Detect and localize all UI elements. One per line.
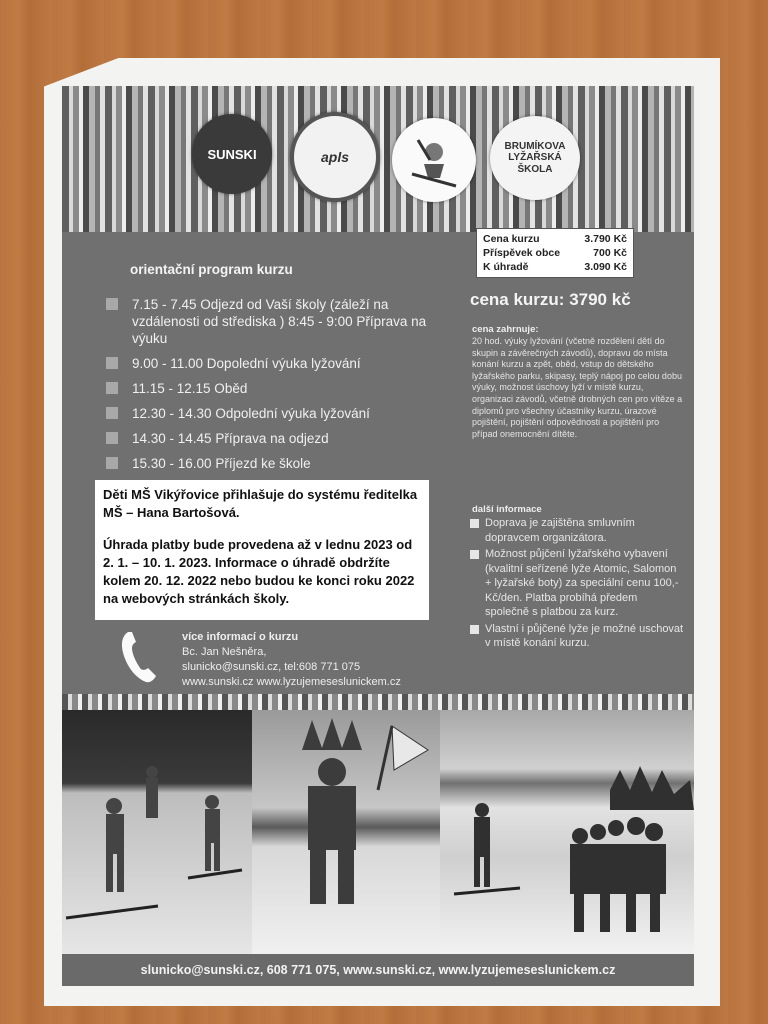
price-label: Cena kurzu [483, 233, 540, 245]
contact-email-phone: slunicko@sunski.cz, tel:608 771 075 [182, 661, 361, 673]
sunski-logo [192, 114, 272, 194]
photo-indian-costume [252, 710, 440, 954]
bullet-icon [106, 432, 118, 444]
more-info-item [470, 516, 684, 545]
apls-logo [290, 112, 380, 202]
program-list [106, 296, 436, 480]
program-item-text: 15.30 - 16.00 Příjezd ke škole [132, 456, 311, 471]
costume-illustration [252, 710, 440, 954]
bullet-icon [106, 382, 118, 394]
program-item [106, 405, 436, 422]
more-info-item [470, 622, 684, 651]
program-item [106, 380, 436, 397]
program-item-text: 14.30 - 14.45 Příprava na odjezd [132, 431, 329, 446]
bullet-icon [470, 519, 479, 528]
program-item [106, 296, 436, 347]
program-item [106, 455, 436, 472]
bullet-icon [106, 407, 118, 419]
more-info-item-text: Vlastní i půjčené lyže je možné uschovat v místě konání kurzu. [485, 622, 684, 649]
contact-name: Bc. Jan Nešněra, [182, 646, 267, 658]
program-item [106, 355, 436, 372]
apls-logo-text: apls [320, 149, 349, 165]
bullet-icon [106, 298, 118, 310]
price-value: 3.790 Kč [584, 233, 627, 245]
footer-contact-bar [62, 954, 694, 986]
photo-kids-skiing [62, 710, 252, 954]
brumik-logo-line2: LYŽAŘSKÁ [508, 152, 562, 164]
price-row [483, 246, 627, 260]
more-info-title: další informace [472, 504, 542, 515]
divider-stripes [62, 694, 694, 710]
price-value: 3.090 Kč [584, 261, 627, 273]
ski-group-illustration [440, 710, 694, 954]
photo-ski-group [440, 710, 694, 954]
more-info-item-text: Možnost půjčení lyžařského vybavení (kvalitní seřízené lyže Atomic, Salomon + lyžařské boty) za speciální cenu 100,-Kč/den. Platba probíhá předem společně s platbou za kurz. [485, 548, 679, 618]
bullet-icon [470, 550, 479, 559]
included-title: cena zahrnuje: [472, 324, 539, 335]
program-item [106, 430, 436, 447]
price-table [476, 228, 634, 278]
program-item-text: 12.30 - 14.30 Odpolední výuka lyžování [132, 406, 370, 421]
program-item-text: 11.15 - 12.15 Oběd [132, 381, 248, 396]
phone-icon [118, 628, 160, 684]
brumik-logo-line3: ŠKOLA [517, 163, 553, 175]
skiers-illustration [62, 710, 252, 954]
price-label: K úhradě [483, 261, 529, 273]
contact-block [182, 630, 401, 690]
brumik-logo-line1: BRUMÍKOVA [504, 140, 566, 152]
program-item-text: 7.15 - 7.45 Odjezd od Vaší školy (záleží na vzdálenosti od střediska ) 8:45 - 9:00 Příprava na výuku [132, 297, 427, 346]
contact-web: www.sunski.cz www.lyzujemeseslunickem.cz [182, 676, 401, 688]
more-info-list [470, 516, 684, 653]
more-info-item [470, 547, 684, 620]
footer-text: slunicko@sunski.cz, 608 771 075, www.sunski.cz, www.lyzujemeseslunickem.cz [140, 963, 616, 977]
program-title: orientační program kurzu [130, 262, 293, 277]
bullet-icon [106, 357, 118, 369]
price-row [483, 260, 627, 274]
included-text: 20 hod. výuky lyžování (včetně rozdělení dětí do skupin a závěrečných závodů), dopravu do místa konání kurzu a zpět, oběd, vstup do dětského lyžařského parku, skipasy, teplý nápoj po celou dobu výuky, možnost úschovy lyží v místě kurzu, organizaci závodů, včetně drobných cen pro vítěze a diplomů pro všechny účastníky kurzu, úrazové pojištění, pojištění odpovědnosti a pojištění pro případ onemocnění dítěte. [472, 336, 683, 439]
price-row [483, 232, 627, 246]
skier-icon [404, 130, 464, 190]
price-headline: cena kurzu: 3790 kč [470, 290, 631, 309]
brumik-logo [490, 116, 580, 200]
notice-paragraph-1: Děti MŠ Vikýřovice přihlašuje do systému ředitelka MŠ – Hana Bartošová. [103, 487, 418, 520]
price-value: 700 Kč [593, 247, 627, 259]
more-info-item-text: Doprava je zajištěna smluvním dopravcem organizátora. [485, 517, 635, 544]
bullet-icon [106, 457, 118, 469]
notice-paragraph-2: Úhrada platby bude provedena až v lednu 2023 od 2. 1. – 10. 1. 2023. Informace o úhradě obdržíte kolem 20. 12. 2022 nebo budou ke konci roku 2022 na webových stránkách školy. [103, 537, 415, 606]
notice-box [95, 480, 429, 620]
skier-logo [392, 118, 476, 202]
program-item-text: 9.00 - 11.00 Dopolední výuka lyžování [132, 356, 361, 371]
sunski-logo-text: SUNSKI [207, 146, 257, 162]
contact-title: více informací o kurzu [182, 631, 299, 643]
price-label: Příspěvek obce [483, 247, 561, 259]
bullet-icon [470, 625, 479, 634]
